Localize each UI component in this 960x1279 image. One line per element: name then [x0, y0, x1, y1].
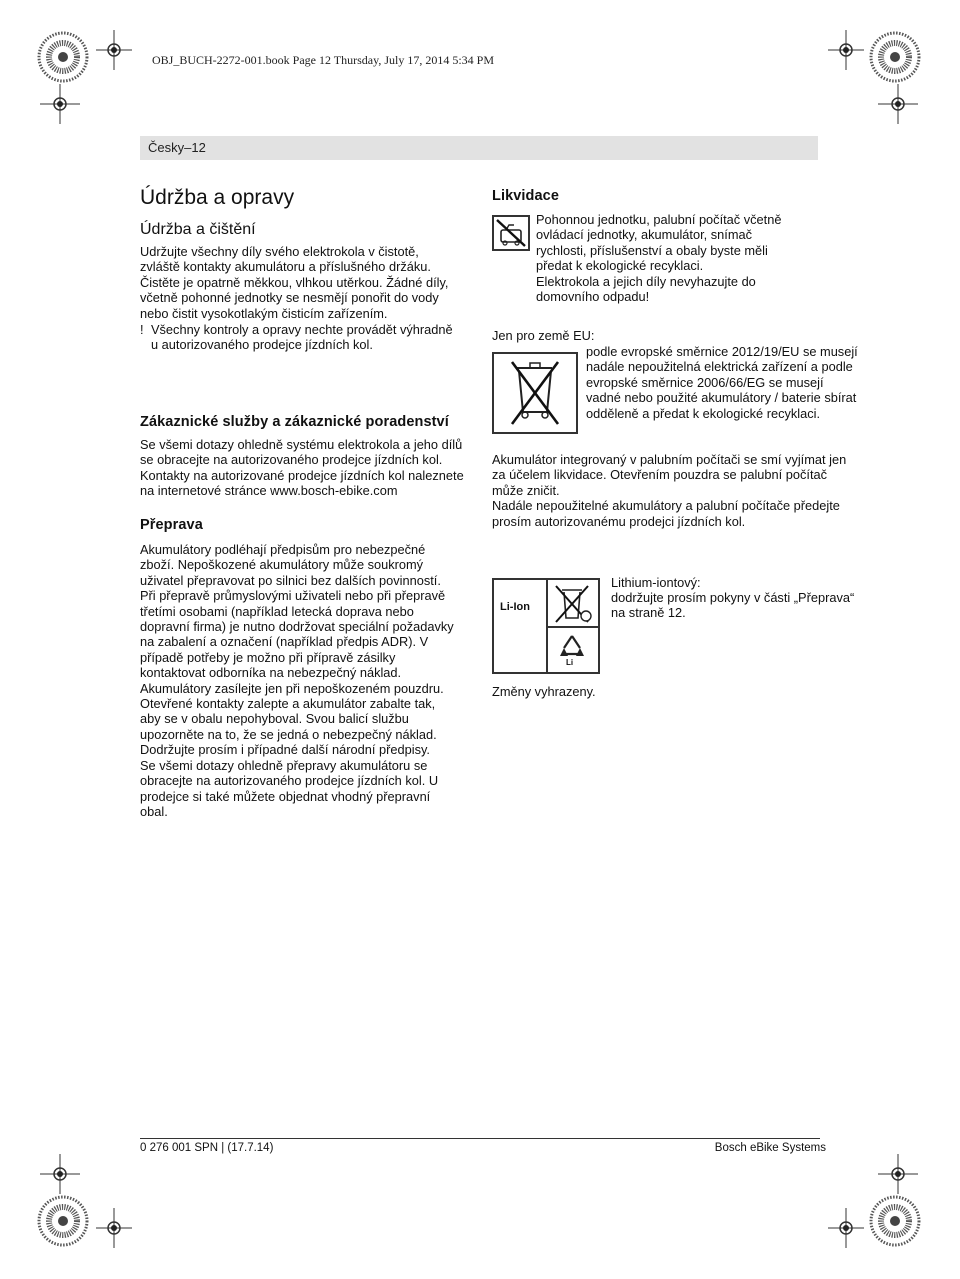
registration-mark-icon: [36, 1194, 90, 1248]
changes-note: Změny vyhrazeny.: [492, 684, 596, 699]
li-ion-recycle-icon: [492, 578, 600, 674]
crosshair-mark-icon: [828, 1208, 864, 1248]
registration-mark-icon: [868, 30, 922, 84]
disposal-text: Pohonnou jednotku, palubní počítač včetně ovládací jednotky, akumulátor, snímač rychlosti, příslušenství a obaly byste měli předat k ekologické recyklaci. Elektrokola a jejich díly nevyhazujte do domovního odpadu!: [536, 212, 782, 305]
battery-text: Akumulátor integrovaný v palubním počítači se smí vyjímat jen za účelem likvidace. Otevřením pouzdra se palubní počítač může zničit. Nadále nepoužitelné akumulátory a palubní počítače předejte prosím autorizovanému prodejci jízdních kol.: [492, 452, 847, 529]
li-mark: Li: [566, 658, 574, 667]
warning-mark: !: [140, 322, 144, 337]
maintenance-text: Udržujte všechny díly svého elektrokola v čistotě, zvláště kontakty akumulátoru a příslušného držáku. Čistěte je opatrně měkkou, vlhkou utěrkou. Žádné díly, včetně pohonné jednotky se nesmějí ponořit do vody nebo čistit vysokotlakým čisticím zařízením.: [140, 244, 449, 321]
crosshair-mark-icon: [96, 30, 132, 70]
transport-text: Akumulátory podléhají předpisům pro nebezpečné zboží. Nepoškozené akumulátory může soukromý uživatel přepravovat po silnici bez dalších povinností. Při přepravě průmyslovými uživateli nebo při přepravě třetími osobami (například letecká doprava nebo dopravní firma) je nutno dodržovat speciální požadavky na zabalení a označení (například předpis ADR). V případě potřeby je možno při přípravě zásilky kontaktovat odborníka na nebezpečný náklad. Akumulátory zasílejte jen při nepoškozeném pouzdru. Otevřené kontakty zalepte a akumulátor zabalte tak, aby se v obalu nepohyboval. Svou balicí službu upozorněte na to, že se jedná o nebezpečný náklad. Dodržujte prosím i případné další národní předpisy. Se všemi dotazy ohledně přepravy akumulátoru se obracejte na autorizovaného prodejce jízdních kol. U prodejce si také můžete objednat vhodný přepravní obal.: [140, 542, 454, 819]
crosshair-mark-icon: [40, 84, 80, 124]
liion-text: dodržujte prosím pokyny v části „Přeprava“ na straně 12.: [611, 590, 855, 621]
footer-code: 0 276 001 SPN | (17.7.14): [140, 1142, 274, 1154]
li-ion-label: Li-Ion: [500, 601, 530, 613]
language-page-bar: [140, 136, 818, 160]
footer-brand: Bosch eBike Systems: [714, 1142, 826, 1154]
eu-text: podle evropské směrnice 2012/19/EU se musejí nadále nepoužitelná elektrická zařízení a podle evropské směrnice 2006/66/EG se musejí vadné nebo použité akumulátory / baterie sbírat odděleně a předat k ekologické recyklaci.: [586, 344, 858, 421]
service-text: Se všemi dotazy ohledně systému elektrokola a jeho dílů se obracejte na autorizovaného prodejce jízdních kol. Kontakty na autorizované prodejce jízdních kol naleznete na internetové stránce www.bosch-ebike.com: [140, 437, 464, 499]
page-title: Údržba a opravy: [140, 186, 295, 209]
eu-label: Jen pro země EU:: [492, 328, 595, 343]
crosshair-mark-icon: [878, 84, 918, 124]
crosshair-mark-icon: [878, 1154, 918, 1194]
registration-mark-icon: [36, 30, 90, 84]
registration-mark-icon: [868, 1194, 922, 1248]
crosshair-mark-icon: [96, 1208, 132, 1248]
crosshair-mark-icon: [40, 1154, 80, 1194]
warning-text: Všechny kontroly a opravy nechte provádět výhradně u autorizovaného prodejce jízdních kol.: [151, 322, 453, 353]
crosshair-mark-icon: [828, 30, 864, 70]
disposal-heading: Likvidace: [492, 188, 559, 204]
footer-divider: [140, 1138, 820, 1139]
language-page-label: Česky–12: [148, 140, 206, 155]
crossed-bin-icon: [492, 352, 578, 434]
liion-title: Lithium-iontový:: [611, 575, 701, 590]
service-heading: Zákaznické služby a zákaznické poradenství: [140, 414, 449, 430]
section-subtitle: Údržba a čištění: [140, 221, 256, 238]
no-dumping-icon: [492, 215, 530, 251]
book-header: OBJ_BUCH-2272-001.book Page 12 Thursday, July 17, 2014 5:34 PM: [152, 53, 495, 67]
transport-heading: Přeprava: [140, 517, 203, 533]
